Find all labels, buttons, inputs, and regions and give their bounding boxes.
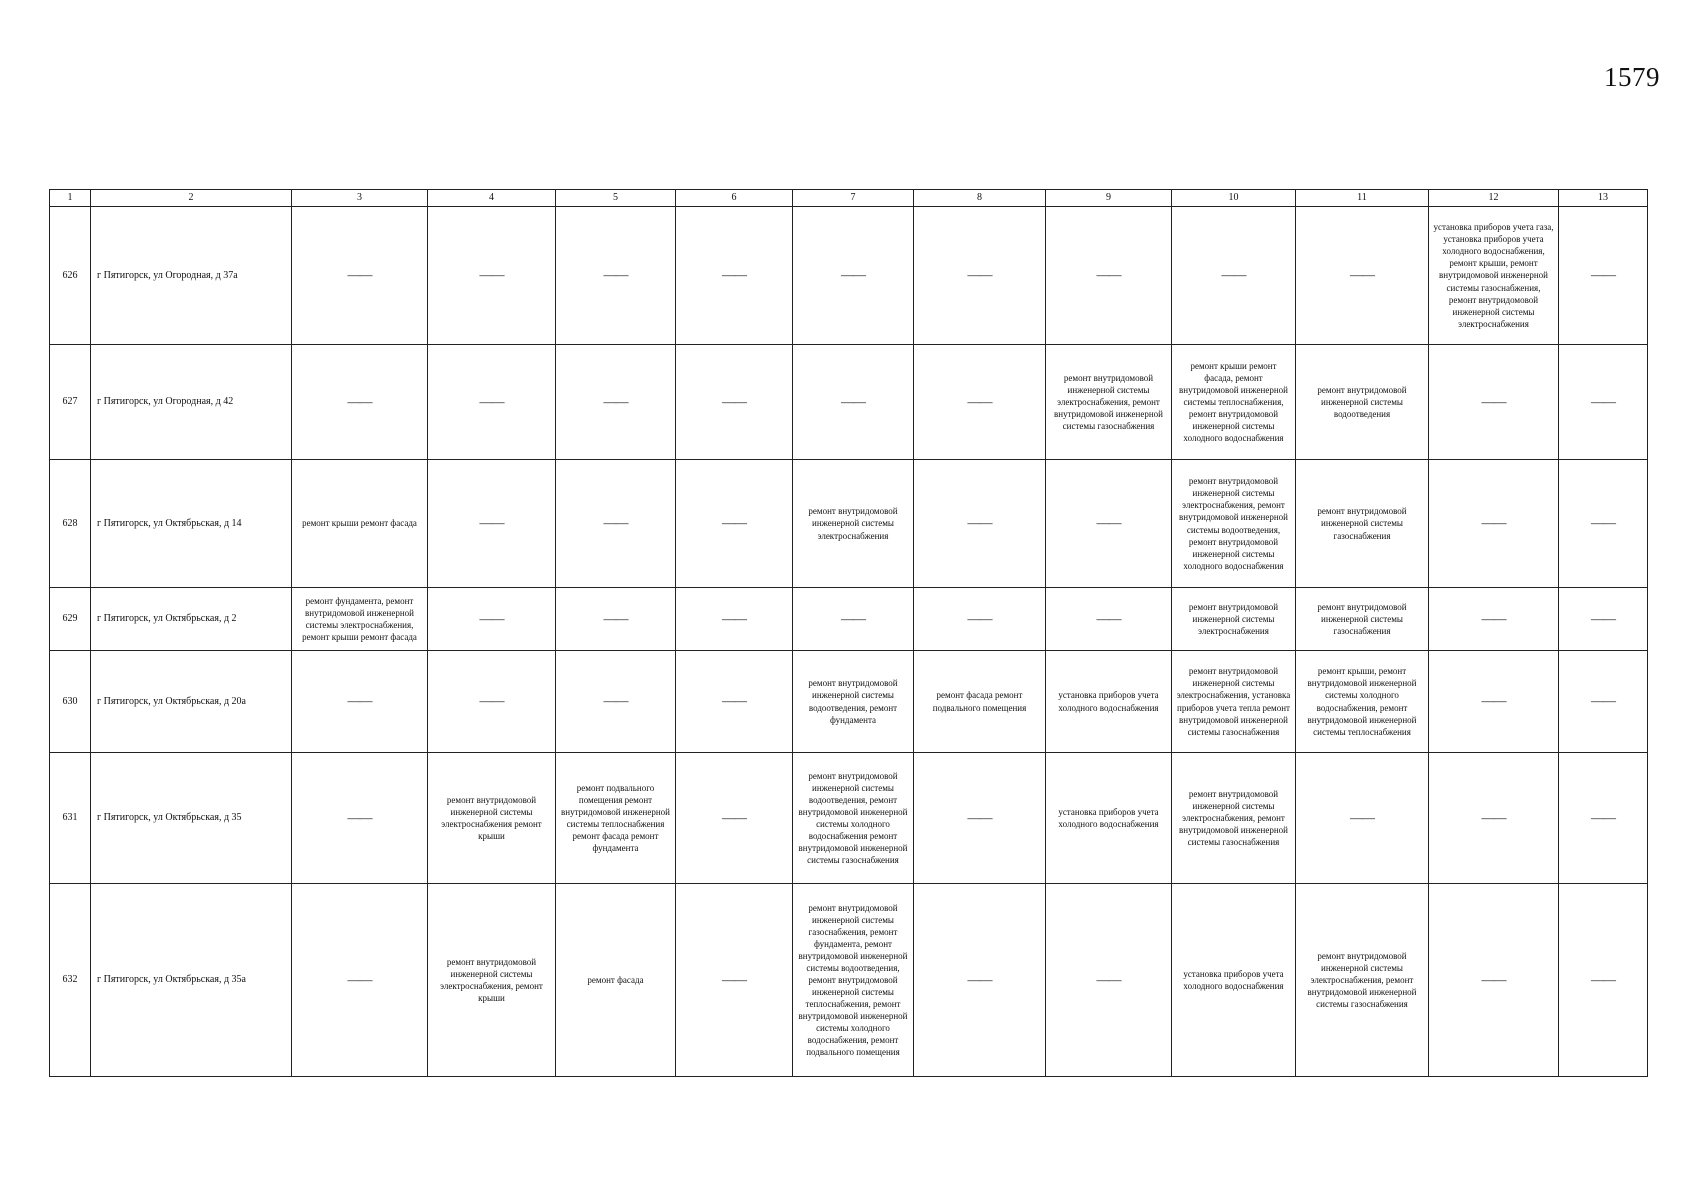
dash-mark: —— <box>347 809 372 825</box>
empty-cell <box>1559 588 1648 651</box>
dash-mark: —— <box>347 267 372 283</box>
address-cell: г Пятигорск, ул Октябрьская, д 2 <box>91 588 292 651</box>
work-type-cell: ремонт крыши ремонт фасада <box>292 460 428 588</box>
work-type-cell: ремонт внутридомовой инженерной системы электроснабжения <box>793 460 914 588</box>
empty-cell <box>1559 345 1648 460</box>
dash-mark: —— <box>1591 610 1615 626</box>
empty-cell <box>676 207 793 345</box>
address-cell: г Пятигорск, ул Октябрьская, д 35а <box>91 884 292 1077</box>
dash-mark: —— <box>722 610 746 626</box>
dash-mark: —— <box>1350 267 1374 283</box>
dash-mark: —— <box>479 610 504 626</box>
dash-mark: —— <box>722 393 746 409</box>
work-type-cell: ремонт внутридомовой инженерной системы газоснабжения <box>1296 460 1429 588</box>
address-cell: г Пятигорск, ул Октябрьская, д 20а <box>91 651 292 753</box>
empty-cell <box>1429 460 1559 588</box>
dash-mark: —— <box>722 267 746 283</box>
dash-mark: —— <box>1481 809 1506 825</box>
empty-cell <box>556 588 676 651</box>
dash-mark: —— <box>479 515 504 531</box>
empty-cell <box>1559 884 1648 1077</box>
row-number: 626 <box>50 207 91 345</box>
dash-mark: —— <box>722 971 746 987</box>
table-row <box>50 460 1648 588</box>
work-type-cell: ремонт внутридомовой инженерной системы электроснабжения ремонт крыши <box>428 753 556 884</box>
dash-mark: —— <box>841 610 865 626</box>
dash-mark: —— <box>1591 971 1615 987</box>
address-cell: г Пятигорск, ул Октябрьская, д 14 <box>91 460 292 588</box>
column-number-header: 11 <box>1296 190 1429 207</box>
empty-cell <box>914 207 1046 345</box>
dash-mark: —— <box>1096 971 1121 987</box>
dash-mark: —— <box>1591 809 1615 825</box>
dash-mark: —— <box>347 393 372 409</box>
row-number: 629 <box>50 588 91 651</box>
dash-mark: —— <box>479 267 504 283</box>
work-type-cell: ремонт внутридомовой инженерной системы водоотведения, ремонт внутридомовой инженерной системы холодного водоснабжения ремонт внутридомовой инженерной системы газоснабжения <box>793 753 914 884</box>
work-type-cell: ремонт внутридомовой инженерной системы газоснабжения, ремонт фундамента, ремонт внутридомовой инженерной системы водоотведения, ремонт внутридомовой инженерной системы теплоснабжения, ремонт внутридомовой инженерной системы холодного водоснабжения, ремонт подвального помещения <box>793 884 914 1077</box>
dash-mark: —— <box>347 971 372 987</box>
address-cell: г Пятигорск, ул Огородная, д 42 <box>91 345 292 460</box>
column-number-header: 6 <box>676 190 793 207</box>
empty-cell <box>428 651 556 753</box>
dash-mark: —— <box>1481 515 1506 531</box>
empty-cell <box>1296 753 1429 884</box>
empty-cell <box>1429 345 1559 460</box>
column-number-header: 9 <box>1046 190 1172 207</box>
work-type-cell: ремонт фасада <box>556 884 676 1077</box>
address-cell: г Пятигорск, ул Октябрьская, д 35 <box>91 753 292 884</box>
dash-mark: —— <box>1591 693 1615 709</box>
empty-cell <box>292 753 428 884</box>
empty-cell <box>292 345 428 460</box>
dash-mark: —— <box>1591 393 1615 409</box>
work-type-cell: установка приборов учета холодного водоснабжения <box>1046 651 1172 753</box>
empty-cell <box>1559 753 1648 884</box>
work-type-cell: ремонт внутридомовой инженерной системы электроснабжения, установка приборов учета тепла ремонт внутридомовой инженерной системы газоснабжения <box>1172 651 1296 753</box>
address-cell: г Пятигорск, ул Огородная, д 37а <box>91 207 292 345</box>
dash-mark: —— <box>967 515 992 531</box>
empty-cell <box>1429 588 1559 651</box>
work-type-cell: ремонт фундамента, ремонт внутридомовой инженерной системы электроснабжения, ремонт крыши ремонт фасада <box>292 588 428 651</box>
work-type-cell: ремонт фасада ремонт подвального помещения <box>914 651 1046 753</box>
empty-cell <box>793 345 914 460</box>
dash-mark: —— <box>603 267 628 283</box>
dash-mark: —— <box>722 693 746 709</box>
empty-cell <box>676 753 793 884</box>
work-type-cell: ремонт внутридомовой инженерной системы электроснабжения, ремонт внутридомовой инженерной системы газоснабжения <box>1172 753 1296 884</box>
work-type-cell: ремонт внутридомовой инженерной системы электроснабжения, ремонт внутридомовой инженерной системы газоснабжения <box>1046 345 1172 460</box>
table-row <box>50 207 1648 345</box>
empty-cell <box>793 207 914 345</box>
table-row <box>50 588 1648 651</box>
column-number-header-row <box>50 190 1648 207</box>
table-row <box>50 884 1648 1077</box>
empty-cell <box>1429 651 1559 753</box>
empty-cell <box>1559 651 1648 753</box>
work-type-cell: ремонт подвального помещения ремонт внутридомовой инженерной системы теплоснабжения ремонт фасада ремонт фундамента <box>556 753 676 884</box>
empty-cell <box>292 884 428 1077</box>
empty-cell <box>1559 207 1648 345</box>
empty-cell <box>1046 460 1172 588</box>
empty-cell <box>1046 588 1172 651</box>
column-number-header: 12 <box>1429 190 1559 207</box>
row-number: 630 <box>50 651 91 753</box>
column-number-header: 2 <box>91 190 292 207</box>
empty-cell <box>292 207 428 345</box>
work-type-cell: ремонт внутридомовой инженерной системы электроснабжения, ремонт внутридомовой инженерной системы водоотведения, ремонт внутридомовой инженерной системы холодного водоснабжения <box>1172 460 1296 588</box>
work-type-cell: ремонт крыши ремонт фасада, ремонт внутридомовой инженерной системы теплоснабжения, ремонт внутридомовой инженерной системы холодного водоснабжения <box>1172 345 1296 460</box>
dash-mark: —— <box>1350 809 1374 825</box>
dash-mark: —— <box>603 515 628 531</box>
column-number-header: 10 <box>1172 190 1296 207</box>
dash-mark: —— <box>603 610 628 626</box>
dash-mark: —— <box>967 809 992 825</box>
empty-cell <box>914 345 1046 460</box>
dash-mark: —— <box>722 809 746 825</box>
table-row <box>50 753 1648 884</box>
column-number-header: 5 <box>556 190 676 207</box>
dash-mark: —— <box>967 267 992 283</box>
empty-cell <box>428 207 556 345</box>
dash-mark: —— <box>1591 515 1615 531</box>
dash-mark: —— <box>1096 515 1121 531</box>
empty-cell <box>676 588 793 651</box>
work-type-cell: ремонт внутридомовой инженерной системы электроснабжения, ремонт крыши <box>428 884 556 1077</box>
dash-mark: —— <box>967 971 992 987</box>
dash-mark: —— <box>603 393 628 409</box>
empty-cell <box>914 753 1046 884</box>
column-number-header: 13 <box>1559 190 1648 207</box>
work-type-cell: ремонт внутридомовой инженерной системы электроснабжения, ремонт внутридомовой инженерной системы газоснабжения <box>1296 884 1429 1077</box>
table-row <box>50 345 1648 460</box>
work-type-cell: ремонт внутридомовой инженерной системы электроснабжения <box>1172 588 1296 651</box>
dash-mark: —— <box>603 693 628 709</box>
empty-cell <box>556 460 676 588</box>
work-type-cell: ремонт крыши, ремонт внутридомовой инженерной системы холодного водоснабжения, ремонт внутридомовой инженерной системы теплоснабжения <box>1296 651 1429 753</box>
row-number: 628 <box>50 460 91 588</box>
dash-mark: —— <box>967 393 992 409</box>
work-type-cell: ремонт внутридомовой инженерной системы газоснабжения <box>1296 588 1429 651</box>
work-type-cell: ремонт внутридомовой инженерной системы водоотведения <box>1296 345 1429 460</box>
empty-cell <box>428 588 556 651</box>
empty-cell <box>676 345 793 460</box>
empty-cell <box>1046 207 1172 345</box>
work-type-cell: установка приборов учета холодного водоснабжения <box>1046 753 1172 884</box>
empty-cell <box>676 460 793 588</box>
empty-cell <box>1429 884 1559 1077</box>
column-number-header: 1 <box>50 190 91 207</box>
row-number: 631 <box>50 753 91 884</box>
dash-mark: —— <box>841 393 865 409</box>
row-number: 632 <box>50 884 91 1077</box>
dash-mark: —— <box>1481 393 1506 409</box>
empty-cell <box>1296 207 1429 345</box>
dash-mark: —— <box>479 393 504 409</box>
dash-mark: —— <box>1591 267 1615 283</box>
column-number-header: 8 <box>914 190 1046 207</box>
empty-cell <box>428 460 556 588</box>
column-number-header: 4 <box>428 190 556 207</box>
dash-mark: —— <box>841 267 865 283</box>
dash-mark: —— <box>1221 267 1246 283</box>
empty-cell <box>676 884 793 1077</box>
work-type-cell: установка приборов учета газа, установка приборов учета холодного водоснабжения, ремонт крыши, ремонт внутридомовой инженерной системы газоснабжения, ремонт внутридомовой инженерной системы электроснабжения <box>1429 207 1559 345</box>
dash-mark: —— <box>1481 610 1506 626</box>
empty-cell <box>428 345 556 460</box>
empty-cell <box>556 651 676 753</box>
empty-cell <box>556 345 676 460</box>
page-number: 1579 <box>1604 62 1660 92</box>
dash-mark: —— <box>1096 610 1121 626</box>
work-type-cell: установка приборов учета холодного водоснабжения <box>1172 884 1296 1077</box>
column-number-header: 3 <box>292 190 428 207</box>
dash-mark: —— <box>722 515 746 531</box>
empty-cell <box>914 460 1046 588</box>
dash-mark: —— <box>1096 267 1121 283</box>
empty-cell <box>1046 884 1172 1077</box>
row-number: 627 <box>50 345 91 460</box>
empty-cell <box>556 207 676 345</box>
dash-mark: —— <box>1481 971 1506 987</box>
empty-cell <box>1559 460 1648 588</box>
empty-cell <box>914 884 1046 1077</box>
empty-cell <box>914 588 1046 651</box>
empty-cell <box>793 588 914 651</box>
column-number-header: 7 <box>793 190 914 207</box>
table-row <box>50 651 1648 753</box>
dash-mark: —— <box>347 693 372 709</box>
dash-mark: —— <box>1481 693 1506 709</box>
empty-cell <box>292 651 428 753</box>
empty-cell <box>1429 753 1559 884</box>
dash-mark: —— <box>479 693 504 709</box>
empty-cell <box>676 651 793 753</box>
empty-cell <box>1172 207 1296 345</box>
work-type-cell: ремонт внутридомовой инженерной системы водоотведения, ремонт фундамента <box>793 651 914 753</box>
repair-schedule-table <box>49 189 1648 1077</box>
dash-mark: —— <box>967 610 992 626</box>
